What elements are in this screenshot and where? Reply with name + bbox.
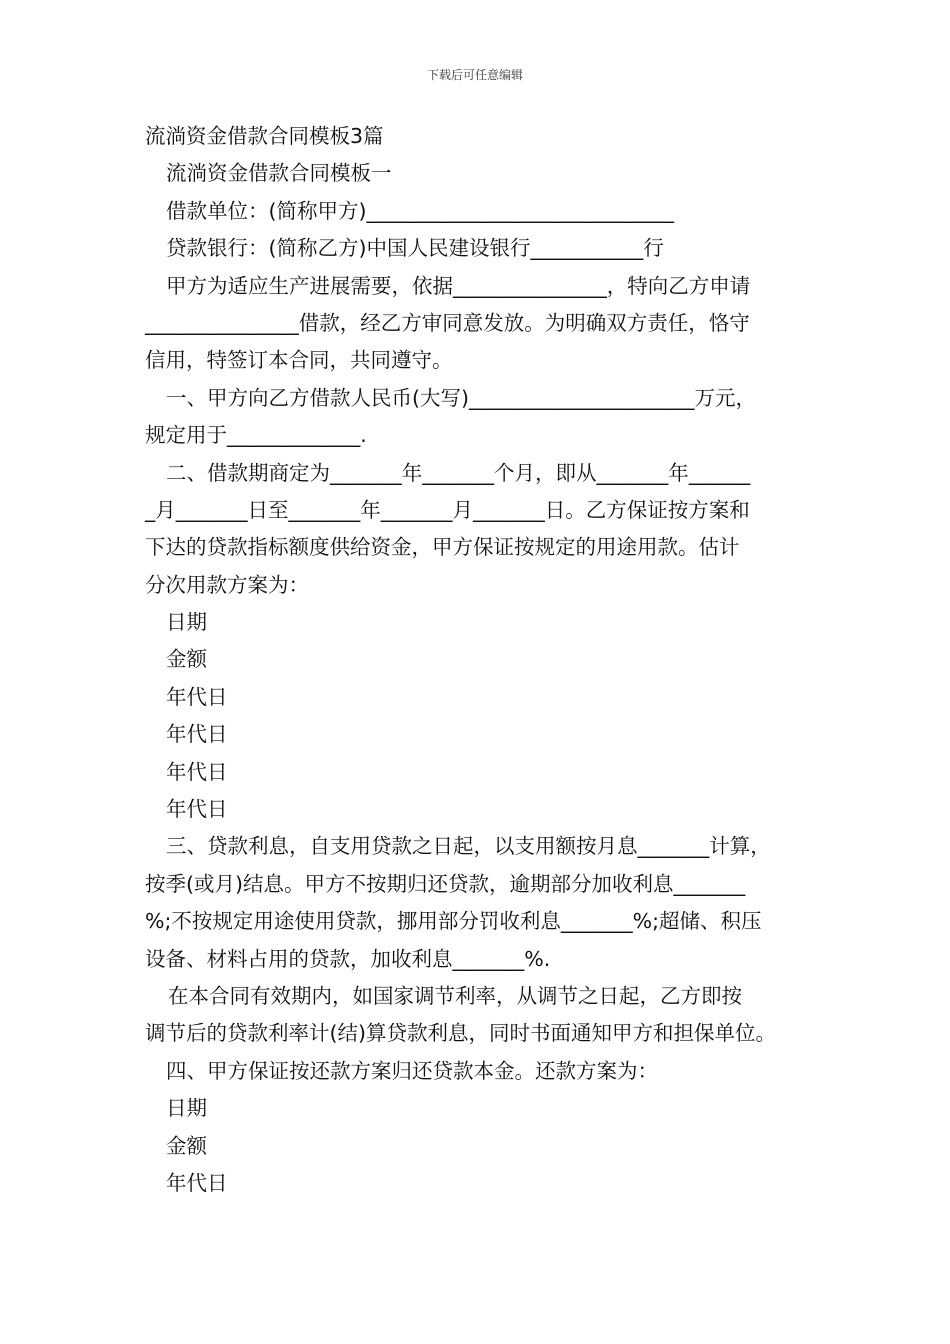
section-title: 流淌资金借款合同模板一: [166, 161, 392, 186]
clause-1-line: 一、甲方向乙方借款人民币(大写)______________________万元，: [166, 385, 756, 410]
document-body: [145, 118, 825, 1202]
paragraph-line: _______________借款，经乙方审同意发放。为明确双方责任，恪守: [145, 310, 750, 335]
repayment-row: 年代日: [166, 1170, 228, 1195]
document-title: 流淌资金借款合同模板3篇: [145, 124, 384, 148]
rate-adjust-line: 调节后的贷款利率计(结)算贷款利息，同时书面通知甲方和担保单位。: [145, 1021, 776, 1046]
borrower-line: 借款单位：(简称甲方)______________________________: [166, 198, 674, 223]
schedule-label-date: 日期: [166, 610, 207, 635]
paragraph-line: 信用，特签订本合同，共同遵守。: [145, 348, 453, 373]
clause-2-line: 分次用款方案为：: [145, 572, 309, 597]
lender-line: 贷款银行：(简称乙方)中国人民建设银行___________行: [166, 236, 664, 261]
schedule-row: 年代日: [166, 684, 228, 709]
schedule-label-amount: 金额: [166, 647, 207, 672]
paragraph-line: 甲方为适应生产进展需要，依据_______________，特向乙方申请: [166, 273, 751, 298]
clause-2-line: 二、借款期商定为_______年_______个月，即从_______年______: [166, 460, 751, 485]
schedule-row: 年代日: [166, 722, 228, 747]
schedule-row: 年代日: [166, 759, 228, 784]
clause-3-line: 按季(或月)结息。甲方不按期归还贷款，逾期部分加收利息_______: [145, 871, 746, 896]
clause-4-line: 四、甲方保证按还款方案归还贷款本金。还款方案为：: [166, 1058, 658, 1083]
clause-3-line: %;不按规定用途使用贷款，挪用部分罚收利息_______%;超储、积压: [145, 909, 762, 934]
rate-adjust-line: 在本合同有效期内，如国家调节利率，从调节之日起，乙方即按: [168, 983, 742, 1008]
clause-1-line: 规定用于_____________.: [145, 423, 367, 448]
repayment-label-date: 日期: [166, 1096, 207, 1121]
page-header: 下载后可任意编辑: [426, 68, 523, 82]
clause-3-line: 三、贷款利息，自支用贷款之日起，以支用额按月息_______计算，: [166, 834, 771, 859]
clause-2-line: _月_______日至_______年_______月_______日。乙方保证按方案和: [145, 497, 750, 522]
clause-3-line: 设备、材料占用的贷款，加收利息_______%.: [145, 946, 551, 971]
clause-2-line: 下达的贷款指标额度供给资金，甲方保证按规定的用途用款。估计: [145, 535, 740, 560]
repayment-label-amount: 金额: [166, 1133, 207, 1158]
schedule-row: 年代日: [166, 797, 228, 822]
